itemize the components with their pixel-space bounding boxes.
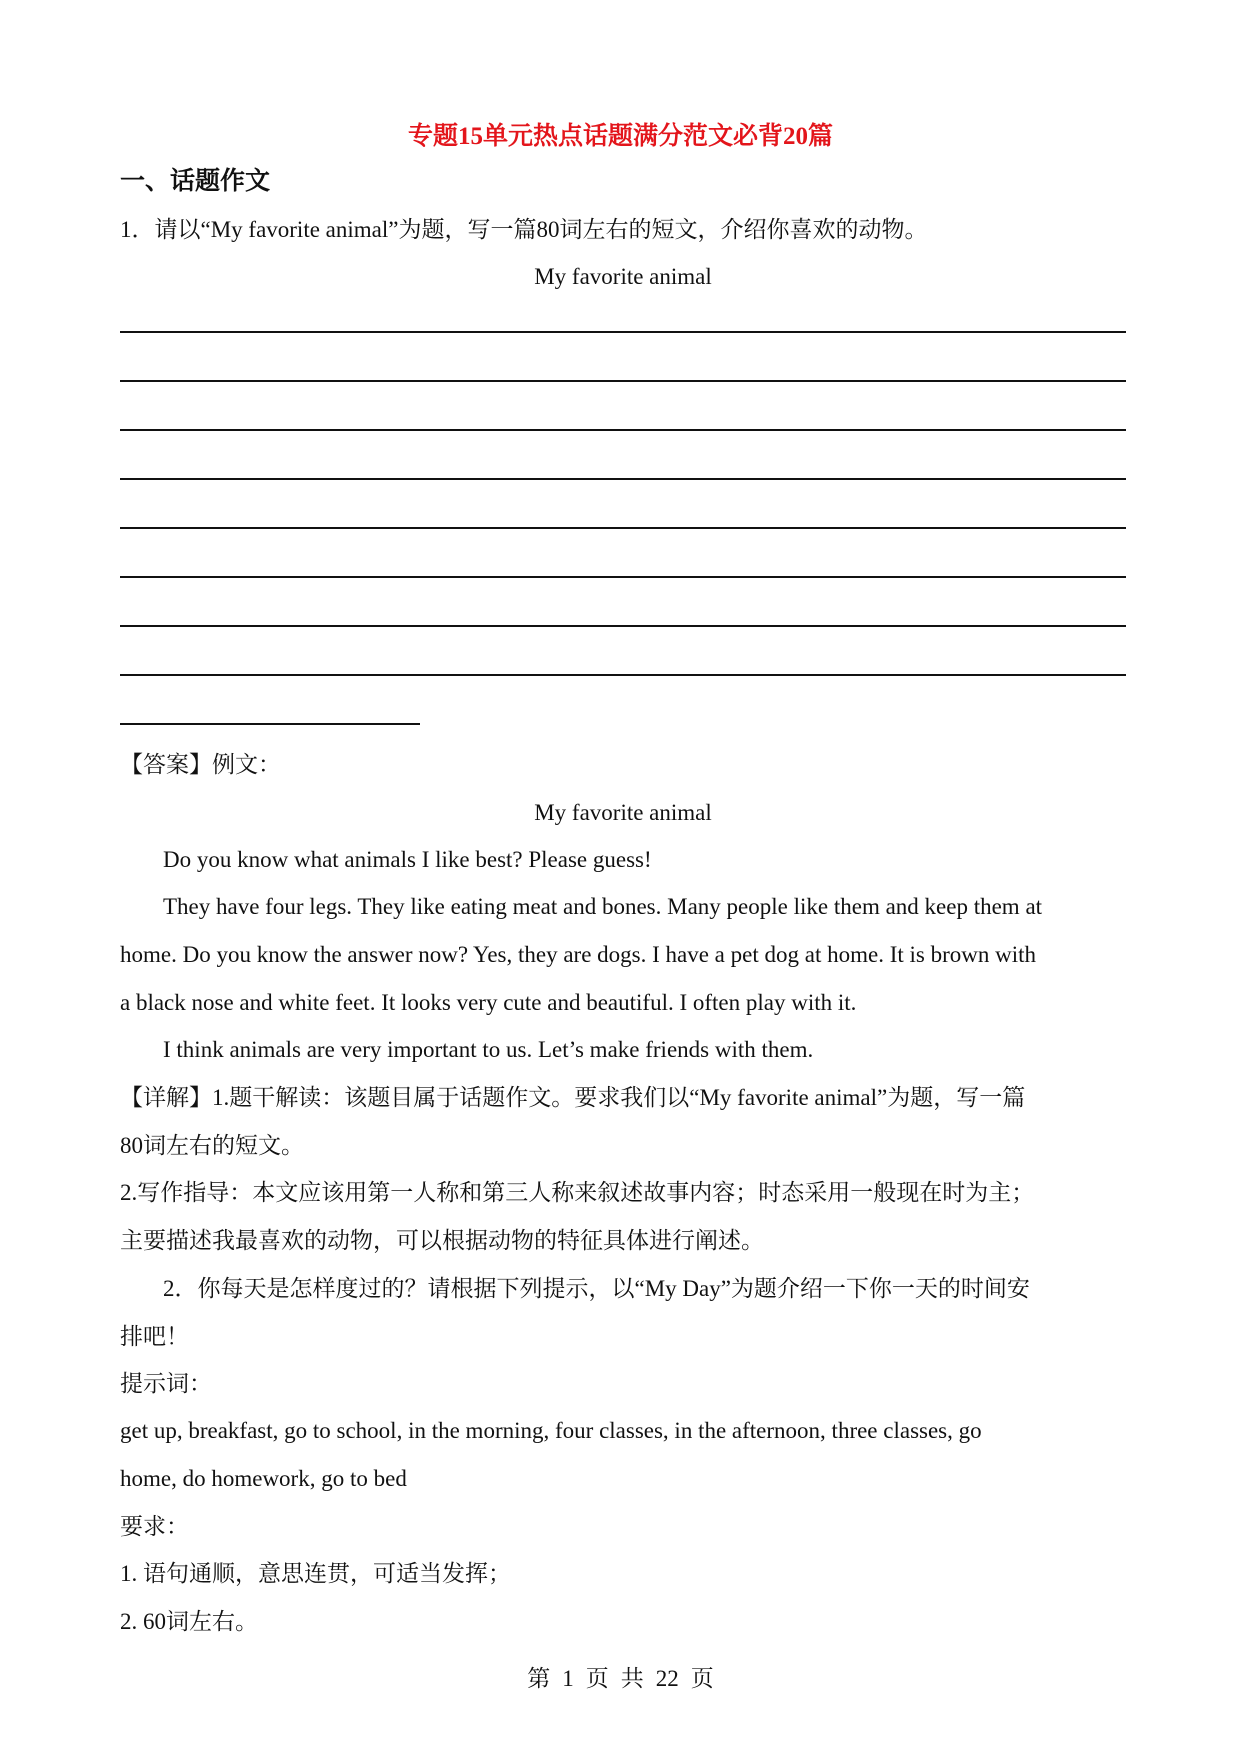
requirements-label: 要求： xyxy=(120,1514,189,1539)
answer-paragraph-2-line-3: a black nose and white feet. It looks very cute and beautiful. I often play with it. xyxy=(120,990,857,1015)
answer-paragraph-2-line-2: home. Do you know the answer now? Yes, they are dogs. I have a pet dog at home. It is brown with xyxy=(120,942,1036,967)
detail-line-4: 主要描述我最喜欢的动物，可以根据动物的特征具体进行阐述。 xyxy=(120,1228,764,1253)
question-2-line-1: 2．你每天是怎样度过的？请根据下列提示，以“My Day”为题介绍一下你一天的时间安 xyxy=(163,1276,1030,1301)
detail-line-1: 【详解】1.题干解读：该题目属于话题作文。要求我们以“My favorite animal”为题，写一篇 xyxy=(120,1085,1026,1110)
detail-line-2: 80词左右的短文。 xyxy=(120,1133,304,1158)
answer-paragraph-3: I think animals are very important to us. Let’s make friends with them. xyxy=(163,1037,814,1062)
writing-line xyxy=(120,429,1126,431)
answer-paragraph-2-line-1: They have four legs. They like eating meat and bones. Many people like them and keep them at xyxy=(163,894,1043,919)
page-footer xyxy=(0,1663,1241,1695)
footer-ye: 页 xyxy=(585,1666,609,1691)
question-1-essay-title: My favorite animal xyxy=(534,264,712,289)
writing-line xyxy=(120,625,1126,627)
footer-gong: 共 xyxy=(620,1666,644,1691)
writing-line xyxy=(120,380,1126,382)
hints-line-1: get up, breakfast, go to school, in the morning, four classes, in the afternoon, three classes, go xyxy=(120,1418,982,1443)
requirement-1: 1. 语句通顺，意思连贯，可适当发挥； xyxy=(120,1561,511,1586)
answer-essay-title: My favorite animal xyxy=(534,800,712,825)
section-heading: 一、话题作文 xyxy=(120,168,271,195)
writing-line xyxy=(120,478,1126,480)
footer-page-number: 1 xyxy=(562,1666,574,1691)
footer-ye-2: 页 xyxy=(690,1666,714,1691)
question-2-line-2: 排吧！ xyxy=(120,1324,189,1349)
document-title: 专题15单元热点话题满分范文必背20篇 xyxy=(407,123,833,150)
writing-line xyxy=(120,527,1126,529)
writing-line xyxy=(120,674,1126,676)
answer-label: 【答案】例文： xyxy=(120,752,281,777)
footer-di: 第 xyxy=(527,1666,551,1691)
answer-paragraph-1: Do you know what animals I like best? Please guess! xyxy=(163,847,652,872)
footer-total-pages: 22 xyxy=(655,1666,679,1691)
hints-line-2: home, do homework, go to bed xyxy=(120,1466,407,1491)
detail-line-3: 2.写作指导：本文应该用第一人称和第三人称来叙述故事内容；时态采用一般现在时为主； xyxy=(120,1180,1035,1205)
question-1-prompt: 1．请以“My favorite animal”为题，写一篇80词左右的短文，介绍你喜欢的动物。 xyxy=(120,217,928,242)
hint-label: 提示词： xyxy=(120,1371,212,1396)
writing-line-short xyxy=(120,723,420,725)
requirement-2: 2. 60词左右。 xyxy=(120,1609,258,1634)
writing-line xyxy=(120,331,1126,333)
writing-line xyxy=(120,576,1126,578)
